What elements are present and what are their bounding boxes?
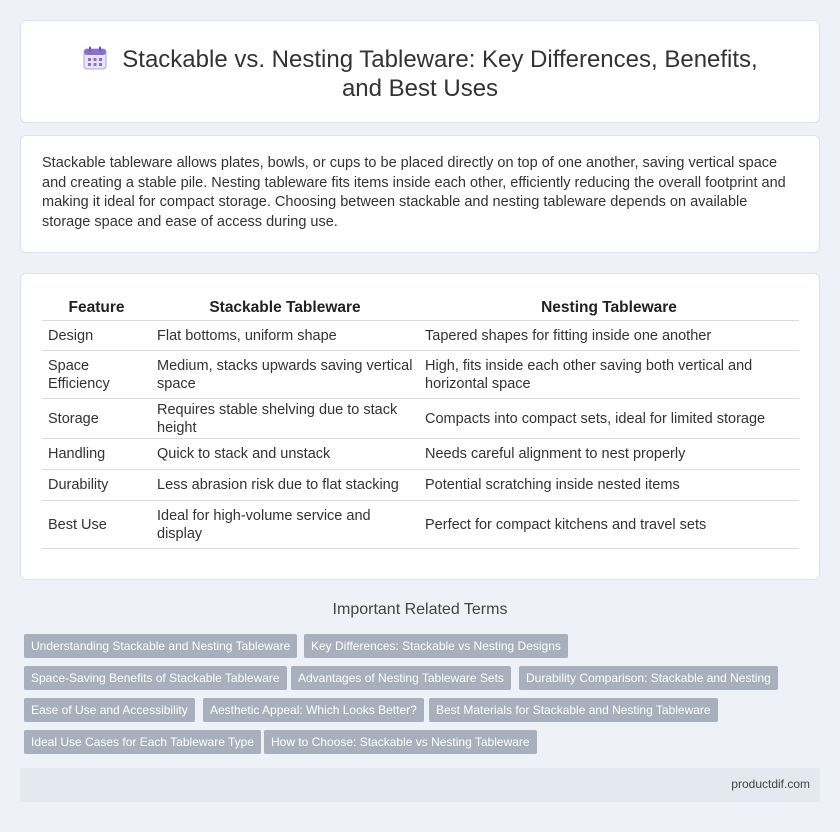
page-title [61,45,779,103]
stackable-cell: Flat bottoms, uniform shape [151,321,419,351]
nesting-cell: Compacts into compact sets, ideal for limited storage [419,399,799,439]
footer [20,768,820,802]
stackable-cell: Ideal for high-volume service and display [151,501,419,549]
related-term-tag[interactable]: Best Materials for Stackable and Nesting Tableware [429,698,718,722]
related-term-tag[interactable]: Ease of Use and Accessibility [24,698,195,722]
related-term-tag[interactable]: Aesthetic Appeal: Which Looks Better? [203,698,424,722]
table-row [42,351,799,399]
feature-cell: Best Use [42,501,151,549]
table-row [42,321,799,351]
table-header-cell: Stackable Tableware [151,296,419,321]
table-row [42,470,799,501]
stackable-cell: Medium, stacks upwards saving vertical space [151,351,419,399]
intro-paragraph: Stackable tableware allows plates, bowls, or cups to be placed directly on top of one another, saving vertical space and creating a stable pile. Nesting tableware fits items inside each other, efficiently reducing the overall footprint and making it ideal for compact storage. Choosing between stackable and nesting tableware depends on available storage space and ease of access during use. [42,155,786,230]
comparison-card [20,273,820,580]
table-row [42,439,799,470]
feature-cell: Handling [42,439,151,470]
related-term-tag[interactable]: Space-Saving Benefits of Stackable Tableware [24,666,287,690]
nesting-cell: Potential scratching inside nested items [419,470,799,501]
page-title-text: Stackable vs. Nesting Tableware: Key Differences, Benefits, and Best Uses [122,46,758,102]
table-row [42,399,799,439]
nesting-cell: Perfect for compact kitchens and travel sets [419,501,799,549]
header-card [20,20,820,123]
feature-cell: Space Efficiency [42,351,151,399]
table-header-cell: Feature [42,296,151,321]
table-header-cell: Nesting Tableware [419,296,799,321]
nesting-cell: Tapered shapes for fitting inside one another [419,321,799,351]
feature-cell: Design [42,321,151,351]
related-terms-title: Important Related Terms [332,601,508,618]
stackable-cell: Quick to stack and unstack [151,439,419,470]
related-term-tag[interactable]: Understanding Stackable and Nesting Tableware [24,634,297,658]
footer-site-name[interactable]: productdif.com [731,777,810,791]
comparison-table [42,296,799,549]
calendar-icon [82,45,108,71]
related-term-tag[interactable]: How to Choose: Stackable vs Nesting Tableware [264,730,537,754]
feature-cell: Durability [42,470,151,501]
feature-cell: Storage [42,399,151,439]
related-term-tag[interactable]: Ideal Use Cases for Each Tableware Type [24,730,261,754]
related-term-tag[interactable]: Key Differences: Stackable vs Nesting Designs [304,634,568,658]
nesting-cell: Needs careful alignment to nest properly [419,439,799,470]
stackable-cell: Requires stable shelving due to stack height [151,399,419,439]
nesting-cell: High, fits inside each other saving both vertical and horizontal space [419,351,799,399]
related-term-tag[interactable]: Durability Comparison: Stackable and Nesting [519,666,778,690]
table-header-row [42,296,799,321]
stackable-cell: Less abrasion risk due to flat stacking [151,470,419,501]
table-row [42,501,799,549]
intro-card [20,135,820,253]
related-term-tag[interactable]: Advantages of Nesting Tableware Sets [291,666,511,690]
